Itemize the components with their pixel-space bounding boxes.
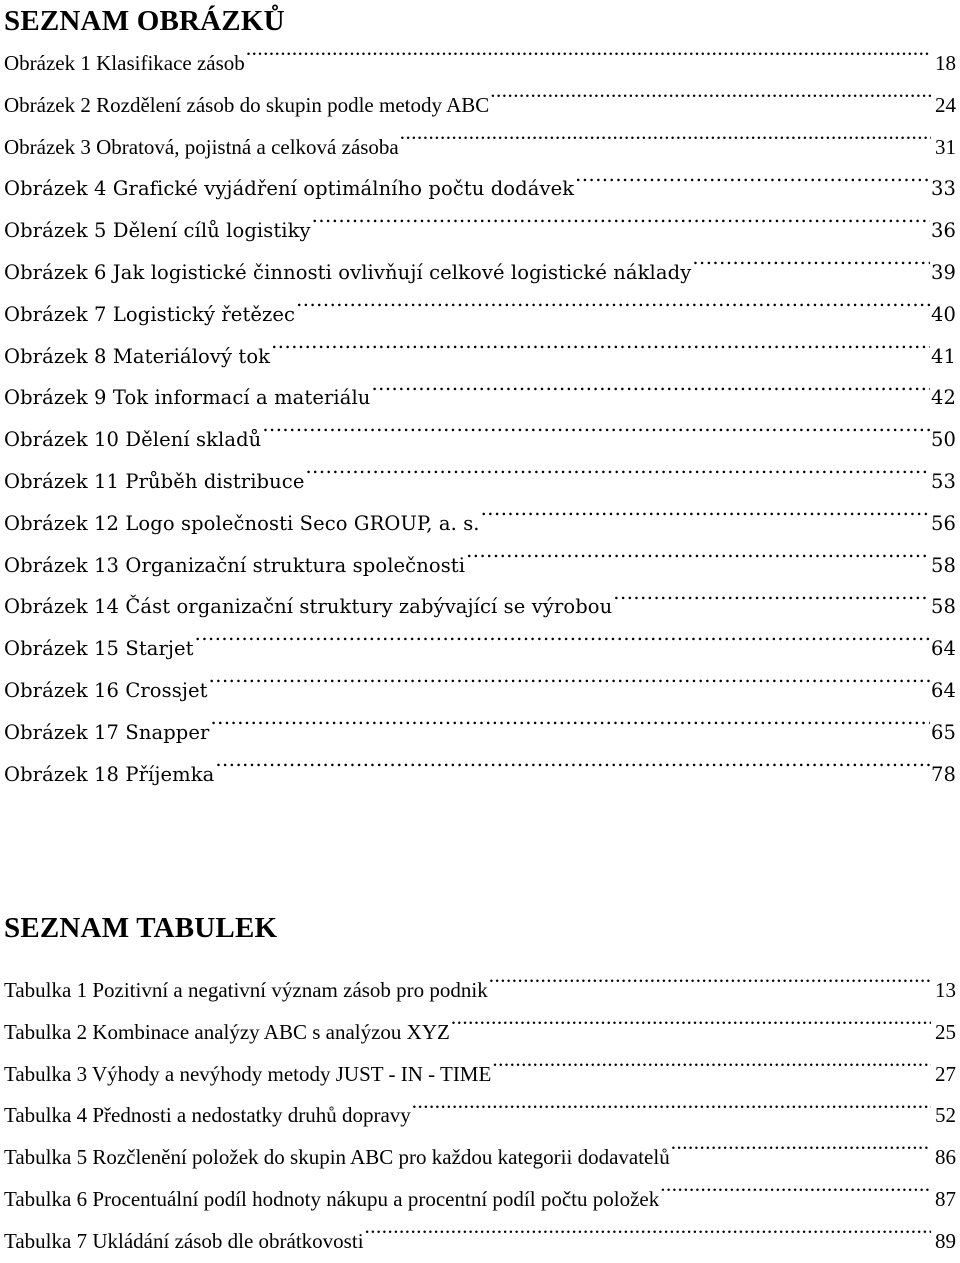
toc-entry-figure[interactable]: [4, 252, 956, 294]
dot-leader: [296, 301, 930, 321]
toc-entry-page-number: 87: [935, 1186, 956, 1211]
dot-leader: [451, 1018, 931, 1039]
toc-entry-label: Obrázek 16 Crossjet: [4, 678, 208, 702]
dot-leader: [209, 677, 930, 697]
toc-entry-page-number: 18: [935, 51, 956, 75]
toc-entry-page-number: 33: [930, 177, 956, 201]
toc-entry-label: Obrázek 4 Grafické vyjádření optimálního počtu dodávek: [4, 177, 575, 201]
dot-leader: [613, 594, 930, 614]
dot-leader: [671, 1143, 931, 1164]
toc-entry-label: Tabulka 5 Rozčlenění položek do skupin ABC pro každou kategorii dodavatelů: [4, 1145, 670, 1170]
toc-entry-figure[interactable]: [4, 503, 956, 545]
dot-leader: [271, 343, 930, 363]
toc-entry-figure[interactable]: [4, 419, 956, 461]
toc-entry-figure[interactable]: [4, 461, 956, 503]
toc-entry-figure[interactable]: [4, 377, 956, 419]
toc-entry-table[interactable]: [4, 1221, 956, 1263]
toc-entry-page-number: 52: [935, 1103, 956, 1128]
toc-entry-page-number: 42: [930, 386, 956, 410]
dot-leader: [371, 385, 930, 405]
toc-entry-page-number: 50: [930, 428, 956, 452]
toc-entry-figure[interactable]: [4, 168, 956, 210]
dot-leader: [466, 552, 930, 572]
toc-entry-label: Tabulka 4 Přednosti a nedostatky druhů dopravy: [4, 1103, 411, 1128]
dot-leader: [195, 636, 930, 656]
toc-entry-label: Obrázek 14 Část organizační struktury zabývající se výrobou: [4, 595, 613, 619]
list-of-figures: [4, 43, 956, 795]
dot-leader: [492, 1060, 931, 1081]
toc-entry-label: Obrázek 18 Příjemka: [4, 762, 215, 786]
toc-entry-page-number: 89: [935, 1228, 956, 1253]
dot-leader: [660, 1185, 931, 1206]
toc-entry-page-number: 24: [935, 92, 956, 117]
toc-entry-table[interactable]: [4, 1095, 956, 1137]
toc-entry-page-number: 13: [935, 978, 956, 1002]
toc-entry-page-number: 65: [930, 720, 956, 744]
dot-leader: [215, 761, 930, 781]
dot-leader: [400, 133, 931, 154]
toc-entry-page-number: 31: [935, 134, 956, 159]
toc-entry-page-number: 56: [930, 511, 956, 535]
toc-entry-label: Obrázek 7 Logistický řetězec: [4, 302, 296, 326]
toc-entry-page-number: 40: [930, 302, 956, 326]
toc-entry-figure[interactable]: [4, 754, 956, 796]
list-of-figures-heading: SEZNAM OBRÁZKŮ: [4, 5, 285, 37]
toc-entry-label: Obrázek 10 Dělení skladů: [4, 428, 262, 452]
list-of-tables-heading: SEZNAM TABULEK: [4, 912, 278, 944]
toc-entry-figure[interactable]: [4, 127, 956, 169]
toc-entry-page-number: 58: [930, 595, 956, 619]
toc-entry-label: Obrázek 12 Logo společnosti Seco GROUP, a. s.: [4, 511, 480, 535]
toc-entry-figure[interactable]: [4, 43, 956, 85]
toc-entry-page-number: 36: [930, 219, 956, 243]
toc-entry-label: Obrázek 6 Jak logistické činnosti ovlivňují celkové logistické náklady: [4, 260, 692, 284]
toc-entry-page-number: 64: [930, 678, 956, 702]
dot-leader: [365, 1227, 931, 1248]
dot-leader: [489, 976, 931, 997]
toc-entry-label: Obrázek 2 Rozdělení zásob do skupin podle metody ABC: [4, 92, 490, 117]
dot-leader: [305, 468, 930, 488]
toc-entry-page-number: 86: [935, 1145, 956, 1170]
toc-entry-figure[interactable]: [4, 628, 956, 670]
toc-entry-figure[interactable]: [4, 294, 956, 336]
toc-entry-table[interactable]: [4, 970, 956, 1012]
toc-entry-page-number: 25: [935, 1019, 956, 1044]
dot-leader: [412, 1101, 931, 1122]
dot-leader: [262, 427, 930, 447]
dot-leader: [481, 510, 930, 530]
toc-entry-figure[interactable]: [4, 670, 956, 712]
toc-entry-page-number: 64: [930, 637, 956, 661]
toc-entry-label: Tabulka 6 Procentuální podíl hodnoty nákupu a procentní podíl počtu položek: [4, 1186, 660, 1211]
dot-leader: [490, 91, 931, 112]
toc-entry-figure[interactable]: [4, 712, 956, 754]
toc-entry-page-number: 41: [930, 344, 956, 368]
toc-entry-label: Obrázek 15 Starjet: [4, 637, 194, 661]
toc-entry-label: Obrázek 1 Klasifikace zásob: [4, 51, 245, 75]
dot-leader: [692, 259, 930, 279]
toc-entry-label: Tabulka 3 Výhody a nevýhody metody JUST - IN - TIME: [4, 1061, 492, 1086]
toc-entry-label: Obrázek 13 Organizační struktura společnosti: [4, 553, 466, 577]
toc-entry-table[interactable]: [4, 1012, 956, 1054]
toc-entry-label: Tabulka 2 Kombinace analýzy ABC s analýzou XYZ: [4, 1019, 450, 1044]
toc-entry-table[interactable]: [4, 1054, 956, 1096]
toc-entry-label: Obrázek 8 Materiálový tok: [4, 344, 271, 368]
toc-entry-table[interactable]: [4, 1137, 956, 1179]
toc-entry-figure[interactable]: [4, 586, 956, 628]
toc-entry-page-number: 53: [930, 469, 956, 493]
toc-entry-label: Tabulka 7 Ukládání zásob dle obrátkovosti: [4, 1228, 364, 1253]
toc-entry-label: Obrázek 11 Průběh distribuce: [4, 469, 305, 493]
toc-entry-figure[interactable]: [4, 545, 956, 587]
dot-leader: [210, 719, 930, 739]
toc-entry-figure[interactable]: [4, 336, 956, 378]
dot-leader: [246, 49, 931, 70]
toc-entry-label: Obrázek 5 Dělení cílů logistiky: [4, 219, 311, 243]
toc-entry-label: Obrázek 17 Snapper: [4, 720, 210, 744]
toc-entry-page-number: 27: [935, 1061, 956, 1086]
toc-entry-label: Obrázek 9 Tok informací a materiálu: [4, 386, 371, 410]
list-of-tables: [4, 970, 956, 1263]
toc-entry-page-number: 39: [930, 260, 956, 284]
toc-entry-table[interactable]: [4, 1179, 956, 1221]
toc-entry-page-number: 78: [930, 762, 956, 786]
toc-entry-page-number: 58: [930, 553, 956, 577]
toc-entry-label: Tabulka 1 Pozitivní a negativní význam zásob pro podnik: [4, 978, 488, 1002]
toc-entry-figure[interactable]: [4, 85, 956, 127]
dot-leader: [312, 218, 930, 238]
toc-entry-figure[interactable]: [4, 210, 956, 252]
toc-entry-label: Obrázek 3 Obratová, pojistná a celková zásoba: [4, 134, 399, 159]
dot-leader: [575, 176, 930, 196]
